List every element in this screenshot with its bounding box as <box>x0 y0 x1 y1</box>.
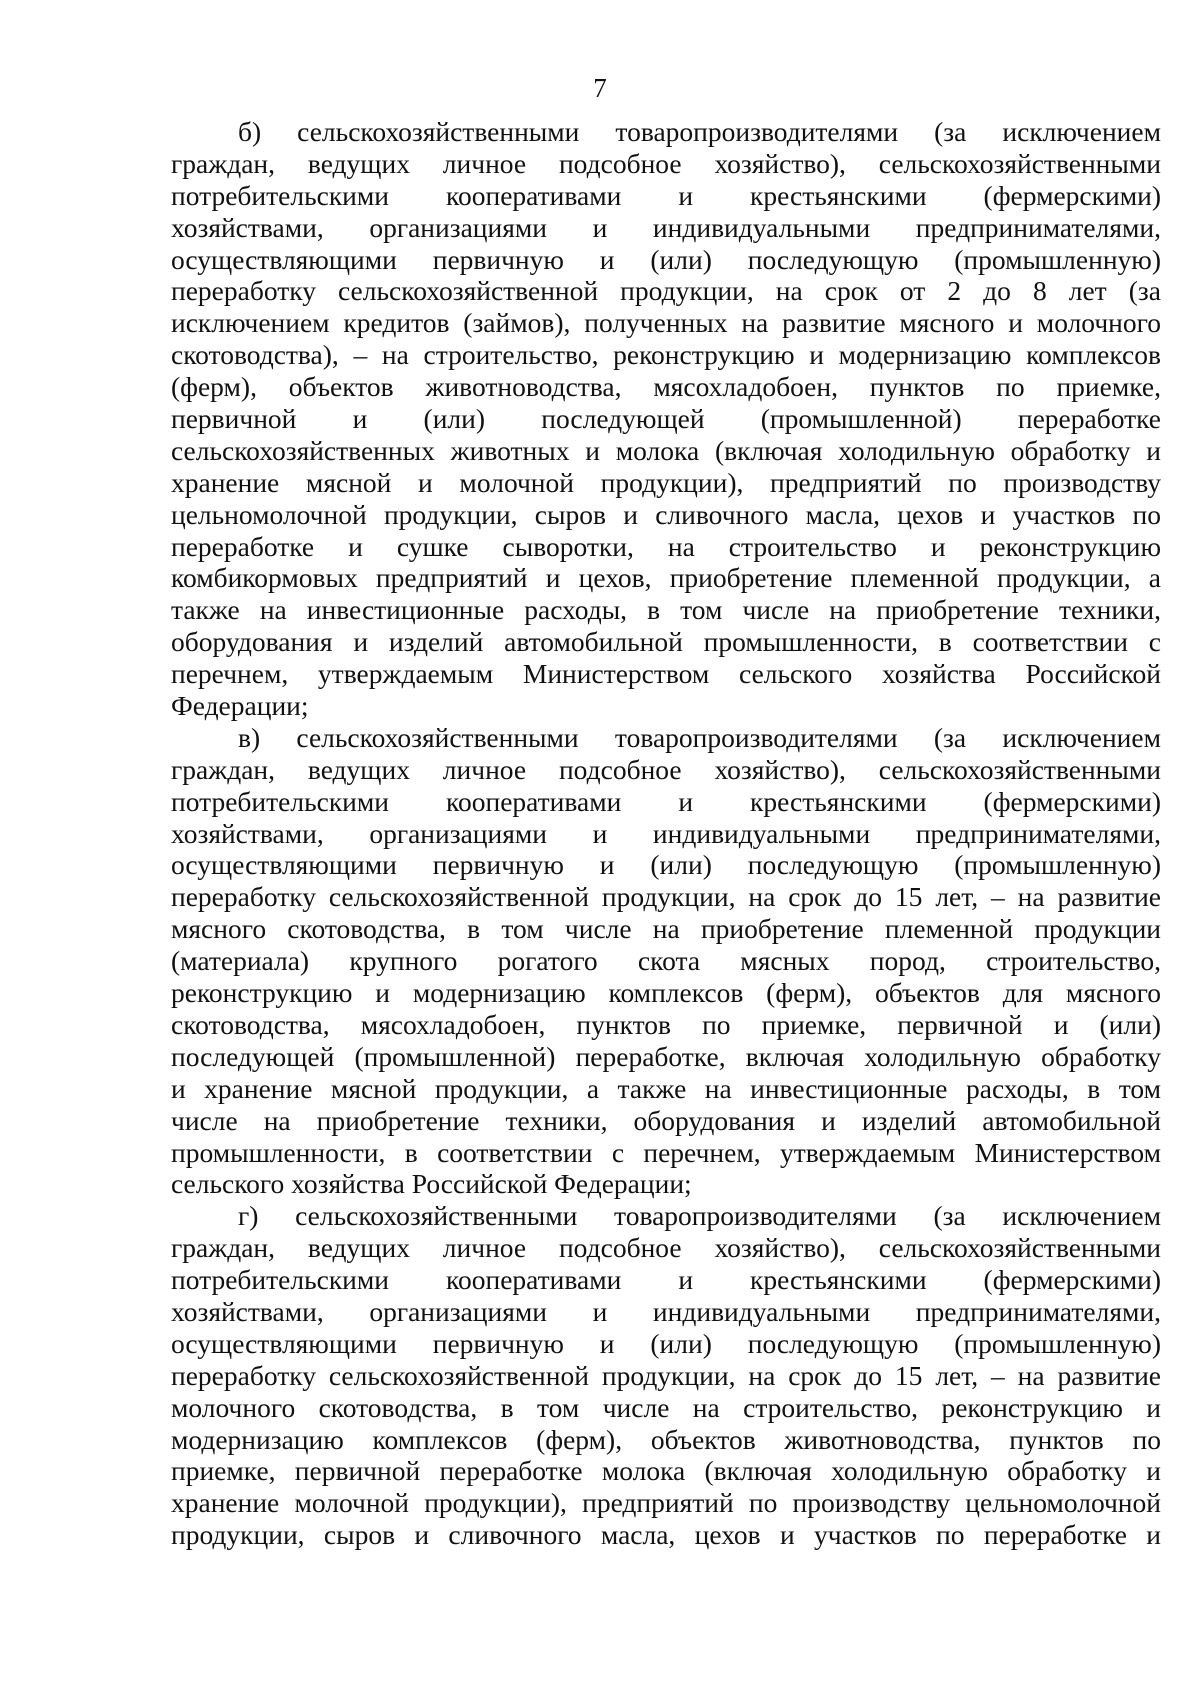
text-line: комбикормовых предприятий и цехов, приобретение племенной продукции, а <box>171 562 1161 594</box>
text-line: хранение мясной и молочной продукции), предприятий по производству <box>171 466 1161 498</box>
text-line: переработке и сушке сыворотки, на строительство и реконструкцию <box>171 530 1161 562</box>
text-line: (материала) крупного рогатого скота мясных пород, строительство, <box>171 945 1161 977</box>
text-line: потребительскими кооперативами и крестьянскими (фермерскими) <box>171 785 1161 817</box>
text-line: исключением кредитов (займов), полученных на развитие мясного и молочного <box>171 307 1161 339</box>
text-line: последующей (промышленной) переработке, включая холодильную обработку <box>171 1040 1161 1072</box>
paragraph-v <box>171 722 1161 1200</box>
text-line: хозяйствами, организациями и индивидуальными предпринимателями, <box>171 211 1161 243</box>
document-body <box>171 116 1161 1551</box>
text-line: мясного скотоводства, в том числе на приобретение племенной продукции <box>171 913 1161 945</box>
text-line: цельномолочной продукции, сыров и сливочного масла, цехов и участков по <box>171 498 1161 530</box>
text-line: реконструкцию и модернизацию комплексов (ферм), объектов для мясного <box>171 977 1161 1009</box>
text-line: переработку сельскохозяйственной продукции, на срок до 15 лет, – на развитие <box>171 1359 1161 1391</box>
text-line: граждан, ведущих личное подсобное хозяйство), сельскохозяйственными <box>171 1232 1161 1264</box>
text-line: хозяйствами, организациями и индивидуальными предпринимателями, <box>171 817 1161 849</box>
text-line: и хранение мясной продукции, а также на инвестиционные расходы, в том <box>171 1072 1161 1104</box>
text-line: потребительскими кооперативами и крестьянскими (фермерскими) <box>171 179 1161 211</box>
text-line: осуществляющими первичную и (или) последующую (промышленную) <box>171 1327 1161 1359</box>
paragraph-b <box>171 116 1161 722</box>
text-line: хозяйствами, организациями и индивидуальными предпринимателями, <box>171 1295 1161 1327</box>
text-line: перечнем, утверждаемым Министерством сельского хозяйства Российской <box>171 658 1161 690</box>
text-line: осуществляющими первичную и (или) последующую (промышленную) <box>171 243 1161 275</box>
text-line: (ферм), объектов животноводства, мясохладобоен, пунктов по приемке, <box>171 371 1161 403</box>
text-line: хранение молочной продукции), предприятий по производству цельномолочной <box>171 1487 1161 1519</box>
text-line: продукции, сыров и сливочного масла, цехов и участков по переработке и <box>171 1519 1161 1551</box>
paragraph-g <box>171 1200 1161 1551</box>
text-line: г) сельскохозяйственными товаропроизводителями (за исключением <box>238 1200 1161 1232</box>
page-number: 7 <box>593 73 607 103</box>
text-line: числе на приобретение техники, оборудования и изделий автомобильной <box>171 1104 1161 1136</box>
text-line: также на инвестиционные расходы, в том числе на приобретение техники, <box>171 594 1161 626</box>
text-line: скотоводства), – на строительство, реконструкцию и модернизацию комплексов <box>171 339 1161 371</box>
text-line: б) сельскохозяйственными товаропроизводителями (за исключением <box>238 116 1161 147</box>
text-line: модернизацию комплексов (ферм), объектов животноводства, пунктов по <box>171 1423 1161 1455</box>
text-line: переработку сельскохозяйственной продукции, на срок от 2 до 8 лет (за <box>171 275 1161 307</box>
text-line: приемке, первичной переработке молока (включая холодильную обработку и <box>171 1455 1161 1487</box>
text-line: первичной и (или) последующей (промышленной) переработке <box>171 403 1161 435</box>
text-line: Федерации; <box>171 690 309 722</box>
text-line: переработку сельскохозяйственной продукции, на срок до 15 лет, – на развитие <box>171 881 1161 913</box>
text-line: оборудования и изделий автомобильной промышленности, в соответствии с <box>171 626 1161 658</box>
text-line: скотоводства, мясохладобоен, пунктов по приемке, первичной и (или) <box>171 1008 1161 1040</box>
text-line: сельского хозяйства Российской Федерации; <box>171 1168 692 1200</box>
text-line: осуществляющими первичную и (или) последующую (промышленную) <box>171 849 1161 881</box>
text-line: молочного скотоводства, в том числе на строительство, реконструкцию и <box>171 1391 1161 1423</box>
text-line: граждан, ведущих личное подсобное хозяйство), сельскохозяйственными <box>171 753 1161 785</box>
text-line: промышленности, в соответствии с перечнем, утверждаемым Министерством <box>171 1136 1161 1168</box>
text-line: граждан, ведущих личное подсобное хозяйство), сельскохозяйственными <box>171 147 1161 179</box>
text-line: в) сельскохозяйственными товаропроизводителями (за исключением <box>238 721 1161 753</box>
text-line: потребительскими кооперативами и крестьянскими (фермерскими) <box>171 1264 1161 1296</box>
text-line: сельскохозяйственных животных и молока (включая холодильную обработку и <box>171 434 1161 466</box>
